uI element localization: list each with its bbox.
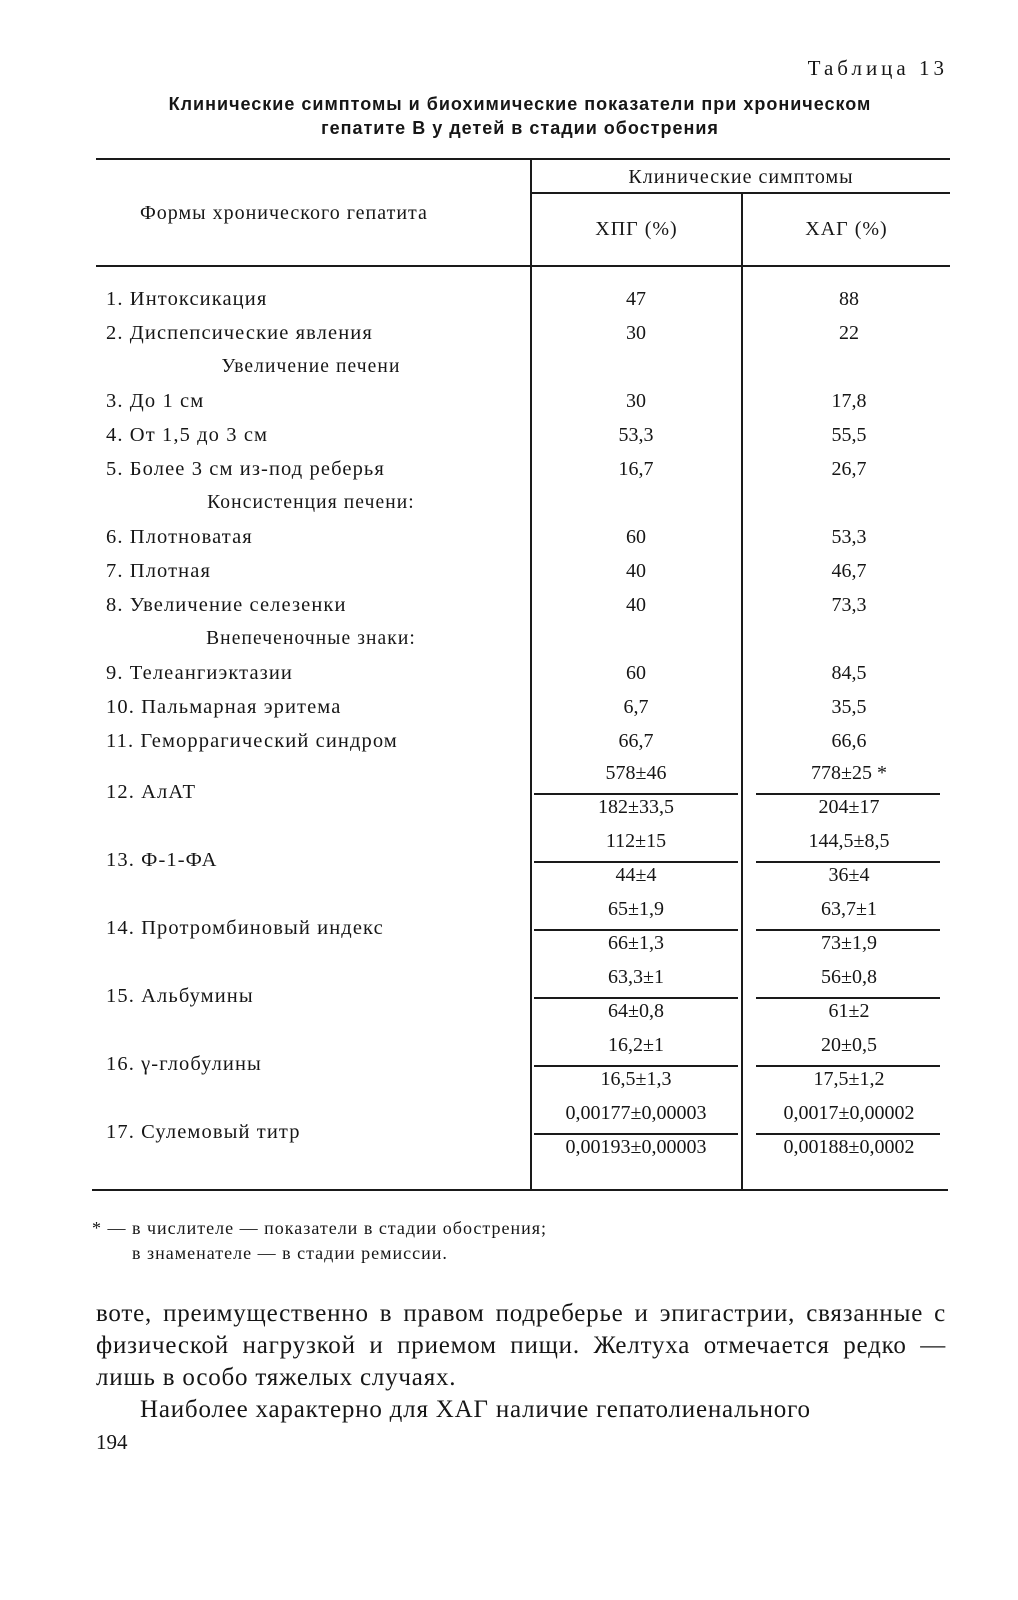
table-row-fraction	[96, 1032, 956, 1100]
fraction-bar	[756, 929, 940, 931]
value-hag: 53,3	[831, 526, 867, 548]
value-hpg-remission: 182±33,5	[598, 796, 674, 818]
value-hpg: 40	[626, 560, 646, 582]
section-heading: Консистенция печени:	[207, 492, 415, 513]
value-hpg: 6,7	[623, 696, 649, 718]
table-row	[96, 658, 956, 692]
fraction-bar	[756, 1133, 940, 1135]
table-row-fraction	[96, 828, 956, 896]
row-label: 15. Альбумины	[106, 985, 254, 1007]
footnote-line-1: * — в числителе — показатели в стадии обострения;	[92, 1218, 548, 1238]
row-label: 2. Диспепсические явления	[106, 322, 373, 344]
table-top-rule	[96, 158, 950, 160]
row-label: 14. Протромбиновый индекс	[106, 917, 384, 939]
value-hpg-remission: 64±0,8	[608, 1000, 664, 1022]
table-row-fraction	[96, 760, 956, 828]
column-group-header: Клинические симптомы	[628, 166, 854, 188]
table-row	[96, 420, 956, 454]
row-label: 16. γ-глобулины	[106, 1053, 262, 1075]
header-bottom-rule	[96, 265, 950, 267]
value-hag-remission: 36±4	[828, 864, 870, 886]
value-hag: 22	[839, 322, 859, 344]
table-title-line-1: Клинические симптомы и биохимические показатели при хроническом	[168, 94, 872, 114]
footnote-line-2: в знаменателе — в стадии ремиссии.	[132, 1243, 448, 1263]
value-hpg-exacerbation: 112±15	[605, 830, 667, 852]
value-hag-exacerbation: 56±0,8	[821, 966, 877, 988]
value-hag-exacerbation: 0,0017±0,00002	[783, 1102, 915, 1124]
value-hag-remission: 204±17	[818, 796, 880, 818]
section-heading-row	[96, 352, 956, 386]
value-hag: 73,3	[831, 594, 867, 616]
body-paragraph-2: Наиболее характерно для ХАГ наличие гепатолиенального	[140, 1396, 811, 1423]
value-hag: 88	[839, 288, 859, 310]
table-footnote	[92, 1216, 547, 1266]
section-heading-row	[96, 488, 956, 522]
value-hpg: 60	[626, 662, 646, 684]
section-heading: Увеличение печени	[221, 356, 401, 377]
value-hag-exacerbation: 20±0,5	[821, 1034, 877, 1056]
value-hpg: 30	[626, 322, 646, 344]
row-label: 10. Пальмарная эритема	[106, 696, 342, 718]
column-header-hag: ХАГ (%)	[805, 218, 888, 240]
table-row-fraction	[96, 964, 956, 1032]
row-label: 11. Геморрагический синдром	[106, 730, 398, 752]
value-hag-remission: 73±1,9	[821, 932, 877, 954]
value-hpg: 66,7	[618, 730, 654, 752]
row-label: 7. Плотная	[106, 560, 211, 582]
value-hag: 66,6	[831, 730, 867, 752]
value-hpg-exacerbation: 63,3±1	[608, 966, 664, 988]
value-hpg-remission: 0,00193±0,00003	[565, 1136, 707, 1158]
value-hag-remission: 17,5±1,2	[813, 1068, 885, 1090]
table-row	[96, 726, 956, 760]
table-row	[96, 284, 956, 318]
fraction-bar	[534, 793, 738, 795]
value-hpg-exacerbation: 0,00177±0,00003	[565, 1102, 707, 1124]
table-row	[96, 590, 956, 624]
row-label: 4. От 1,5 до 3 см	[106, 424, 269, 446]
value-hpg: 47	[626, 288, 646, 310]
body-text	[96, 1298, 946, 1426]
value-hpg-exacerbation: 65±1,9	[608, 898, 664, 920]
value-hpg: 16,7	[618, 458, 654, 480]
value-hpg: 53,3	[618, 424, 654, 446]
value-hpg-exacerbation: 578±46	[605, 762, 667, 784]
table-label: Таблица 13	[807, 56, 948, 80]
value-hag-remission: 61±2	[828, 1000, 870, 1022]
value-hag-exacerbation: 778±25 *	[811, 762, 887, 784]
row-label: 12. АлАТ	[106, 781, 197, 803]
table-row	[96, 522, 956, 556]
value-hpg: 60	[626, 526, 646, 548]
value-hag-remission: 0,00188±0,0002	[783, 1136, 915, 1158]
row-label: 13. Ф-1-ФА	[106, 849, 218, 871]
table-title-line-2: гепатите В у детей в стадии обострения	[321, 118, 719, 138]
fraction-bar	[756, 861, 940, 863]
table-row-fraction	[96, 896, 956, 964]
value-hpg-remission: 44±4	[615, 864, 657, 886]
value-hag: 46,7	[831, 560, 867, 582]
fraction-bar	[534, 1133, 738, 1135]
row-header-title: Формы хронического гепатита	[140, 202, 428, 224]
value-hag: 26,7	[831, 458, 867, 480]
table-row	[96, 386, 956, 420]
value-hag: 55,5	[831, 424, 867, 446]
fraction-bar	[534, 997, 738, 999]
value-hag: 17,8	[831, 390, 867, 412]
column-header-hpg: ХПГ (%)	[595, 218, 678, 240]
table-body	[96, 284, 956, 1168]
table-row	[96, 454, 956, 488]
table-row-fraction	[96, 1100, 956, 1168]
fraction-bar	[756, 793, 940, 795]
row-label: 6. Плотноватая	[106, 526, 253, 548]
section-heading: Внепеченочные знаки:	[206, 628, 416, 649]
value-hag-exacerbation: 63,7±1	[821, 898, 877, 920]
value-hag: 84,5	[831, 662, 867, 684]
fraction-bar	[534, 1065, 738, 1067]
table-bottom-rule	[92, 1189, 948, 1191]
fraction-bar	[534, 929, 738, 931]
row-label: 1. Интоксикация	[106, 288, 268, 310]
fraction-bar	[756, 1065, 940, 1067]
table-row	[96, 556, 956, 590]
value-hpg: 40	[626, 594, 646, 616]
value-hpg-exacerbation: 16,2±1	[608, 1034, 664, 1056]
value-hag-exacerbation: 144,5±8,5	[808, 830, 890, 852]
body-paragraph-1: воте, преимущественно в правом подреберье и эпигастрии, связанные с физической нагрузкой и приемом пищи. Желтуха отмечается редко — лишь в особо тяжелых случаях.	[96, 1300, 946, 1391]
table-row	[96, 692, 956, 726]
section-heading-row	[96, 624, 956, 658]
row-label: 8. Увеличение селезенки	[106, 594, 347, 616]
fraction-bar	[534, 861, 738, 863]
row-label: 5. Более 3 см из-под реберья	[106, 458, 385, 480]
value-hag: 35,5	[831, 696, 867, 718]
value-hpg-remission: 16,5±1,3	[600, 1068, 672, 1090]
page-number: 194	[96, 1430, 128, 1454]
table-row	[96, 318, 956, 352]
value-hpg-remission: 66±1,3	[608, 932, 664, 954]
row-label: 9. Телеангиэктазии	[106, 662, 294, 684]
fraction-bar	[756, 997, 940, 999]
row-label: 17. Сулемовый титр	[106, 1121, 301, 1143]
row-label: 3. До 1 см	[106, 390, 205, 412]
table-title	[90, 92, 950, 140]
value-hpg: 30	[626, 390, 646, 412]
